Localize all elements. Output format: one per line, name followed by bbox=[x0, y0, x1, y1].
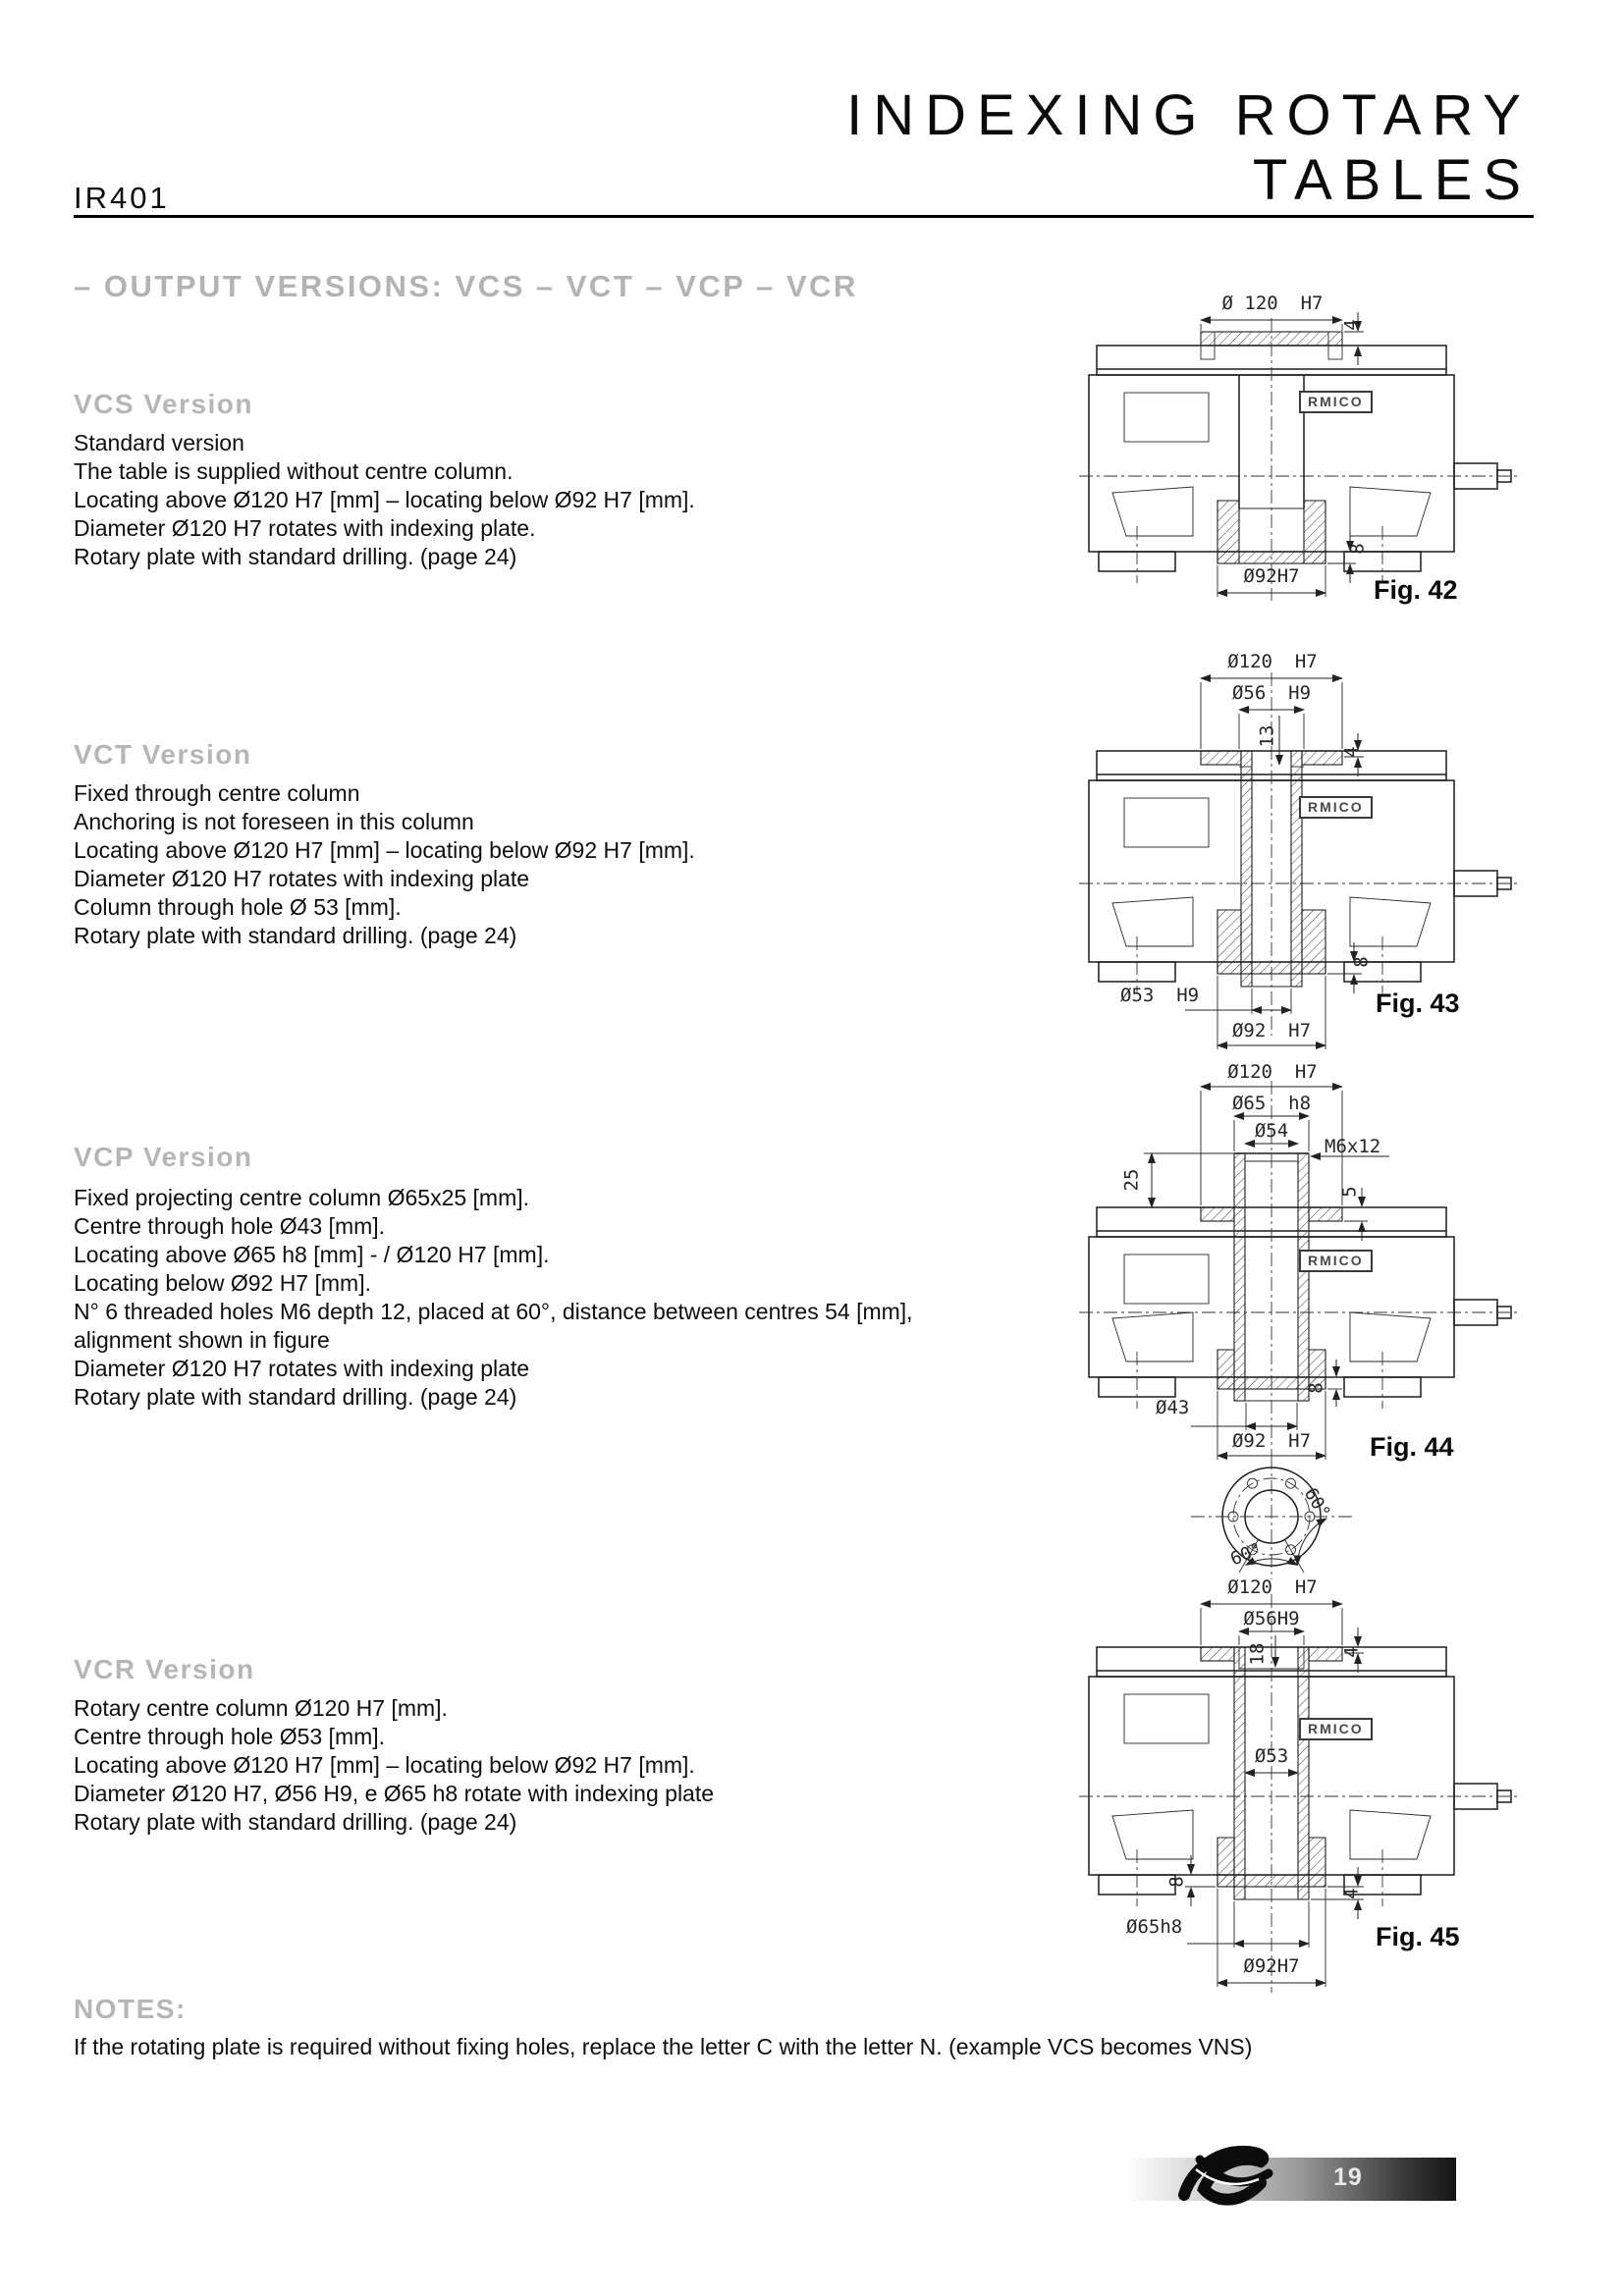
text-line: Fixed projecting centre column Ø65x25 [mm]. bbox=[74, 1185, 530, 1210]
figure-45 bbox=[1065, 1571, 1527, 2007]
figure-44 bbox=[1065, 1055, 1527, 1585]
text-line: Rotary plate with standard drilling. (page 24) bbox=[74, 544, 517, 569]
figure-caption: Fig. 42 bbox=[1374, 575, 1458, 605]
vct-version-heading: VCT Version bbox=[74, 739, 252, 770]
dim-label: 4 bbox=[1340, 1646, 1363, 1658]
dim-label: Ø92H7 bbox=[1243, 565, 1300, 587]
angle-label: 60° bbox=[1227, 1538, 1266, 1571]
dim-label: Ø53 bbox=[1254, 1745, 1289, 1767]
text-line: Locating above Ø120 H7 [mm] – locating below Ø92 H7 [mm]. bbox=[74, 1752, 695, 1778]
brand-swoosh-logo bbox=[1170, 2140, 1288, 2218]
model-code: IR401 bbox=[74, 181, 170, 215]
header-rule bbox=[74, 215, 1534, 218]
dim-label: 18 bbox=[1246, 1642, 1269, 1666]
dim-label: Ø43 bbox=[1156, 1397, 1190, 1418]
text-line: Centre through hole Ø53 [mm]. bbox=[74, 1724, 386, 1749]
text-line: Locating above Ø120 H7 [mm] – locating below Ø92 H7 [mm]. bbox=[74, 487, 695, 512]
brand-plate-label: RMICO bbox=[1299, 1718, 1373, 1740]
text-line: Locating above Ø65 h8 [mm] - / Ø120 H7 [mm]. bbox=[74, 1242, 550, 1267]
text-line: The table is supplied without centre column. bbox=[74, 458, 514, 484]
dim-label: 8 bbox=[1350, 956, 1373, 968]
page-number: 19 bbox=[1333, 2163, 1363, 2191]
vcp-version-heading: VCP Version bbox=[74, 1142, 253, 1172]
figure-43 bbox=[1065, 643, 1527, 1060]
text-line: Diameter Ø120 H7 rotates with indexing plate bbox=[74, 1356, 530, 1381]
text-line: Centre through hole Ø43 [mm]. bbox=[74, 1213, 386, 1239]
text-line: Rotary plate with standard drilling. (page 24) bbox=[74, 923, 517, 948]
vcr-version-text bbox=[74, 1694, 1065, 1837]
text-line: Diameter Ø120 H7, Ø56 H9, e Ø65 h8 rotate with indexing plate bbox=[74, 1781, 715, 1806]
notes-heading: NOTES: bbox=[74, 1994, 187, 2024]
text-line: Anchoring is not foreseen in this column bbox=[74, 809, 474, 834]
text-line: Locating above Ø120 H7 [mm] – locating below Ø92 H7 [mm]. bbox=[74, 837, 695, 863]
text-line: Diameter Ø120 H7 rotates with indexing plate bbox=[74, 866, 530, 891]
section-title-output-versions: – OUTPUT VERSIONS: VCS – VCT – VCP – VCR bbox=[74, 269, 858, 303]
dim-label: Ø92H7 bbox=[1243, 1955, 1300, 1977]
dim-label: Ø53 H9 bbox=[1120, 985, 1200, 1006]
brand-plate-label: RMICO bbox=[1299, 1250, 1373, 1272]
vcs-version-heading: VCS Version bbox=[74, 389, 254, 419]
text-line: Rotary plate with standard drilling. (page 24) bbox=[74, 1384, 517, 1410]
dim-label: Ø120 H7 bbox=[1227, 651, 1318, 672]
dim-label: Ø56H9 bbox=[1243, 1608, 1300, 1629]
dim-label: 5 bbox=[1338, 1186, 1361, 1198]
figure-42 bbox=[1065, 285, 1527, 614]
dim-label: 8 bbox=[1305, 1382, 1327, 1394]
text-line: Standard version bbox=[74, 430, 244, 455]
figure-caption: Fig. 43 bbox=[1376, 988, 1460, 1018]
figure-caption: Fig. 45 bbox=[1376, 1922, 1460, 1951]
vcs-version-text bbox=[74, 429, 1065, 571]
text-line: Fixed through centre column bbox=[74, 780, 360, 806]
text-line: Column through hole Ø 53 [mm]. bbox=[74, 894, 402, 920]
dim-label: 8 bbox=[1165, 1876, 1188, 1888]
dim-label: 13 bbox=[1256, 724, 1278, 748]
dim-label: Ø65 h8 bbox=[1231, 1093, 1312, 1114]
dim-label: 4 bbox=[1340, 746, 1363, 758]
text-line: Rotary centre column Ø120 H7 [mm]. bbox=[74, 1695, 448, 1721]
notes-text: If the rotating plate is required without fixing holes, replace the letter C with the letter N. (example VCS becomes VNS) bbox=[74, 2034, 1253, 2059]
brand-plate-label: RMICO bbox=[1299, 391, 1373, 413]
angle-label: 60° bbox=[1299, 1484, 1334, 1522]
text-line: N° 6 threaded holes M6 depth 12, placed at 60°, distance between centres 54 [mm], bbox=[74, 1299, 913, 1324]
page-title-line1: INDEXING ROTARY bbox=[846, 83, 1532, 147]
vct-version-text bbox=[74, 779, 1065, 950]
dim-label: Ø 120 H7 bbox=[1221, 293, 1324, 314]
brand-plate-label: RMICO bbox=[1299, 796, 1373, 819]
dim-label: 8 bbox=[1346, 543, 1369, 555]
dim-label: 25 bbox=[1120, 1168, 1143, 1192]
text-line: Diameter Ø120 H7 rotates with indexing plate. bbox=[74, 515, 536, 541]
dim-label: Ø120 H7 bbox=[1227, 1061, 1318, 1083]
page-title-line2: TABLES bbox=[1252, 148, 1532, 212]
dim-label: M6x12 bbox=[1325, 1136, 1381, 1157]
text-line: alignment shown in figure bbox=[74, 1327, 330, 1353]
text-line: Locating below Ø92 H7 [mm]. bbox=[74, 1270, 371, 1296]
dim-label: 4 bbox=[1340, 1888, 1363, 1899]
dim-label: Ø56 H9 bbox=[1231, 682, 1312, 704]
dim-label: Ø92 H7 bbox=[1231, 1020, 1312, 1041]
dim-label: Ø54 bbox=[1254, 1120, 1289, 1142]
figure-caption: Fig. 44 bbox=[1370, 1432, 1454, 1462]
vcr-version-heading: VCR Version bbox=[74, 1654, 255, 1684]
dim-label: Ø120 H7 bbox=[1227, 1576, 1318, 1598]
vcp-version-text bbox=[74, 1184, 1065, 1412]
dim-label: Ø65h8 bbox=[1126, 1916, 1183, 1938]
dim-label: Ø92 H7 bbox=[1231, 1430, 1312, 1452]
dim-label: 4 bbox=[1340, 319, 1363, 331]
text-line: Rotary plate with standard drilling. (page 24) bbox=[74, 1809, 517, 1835]
